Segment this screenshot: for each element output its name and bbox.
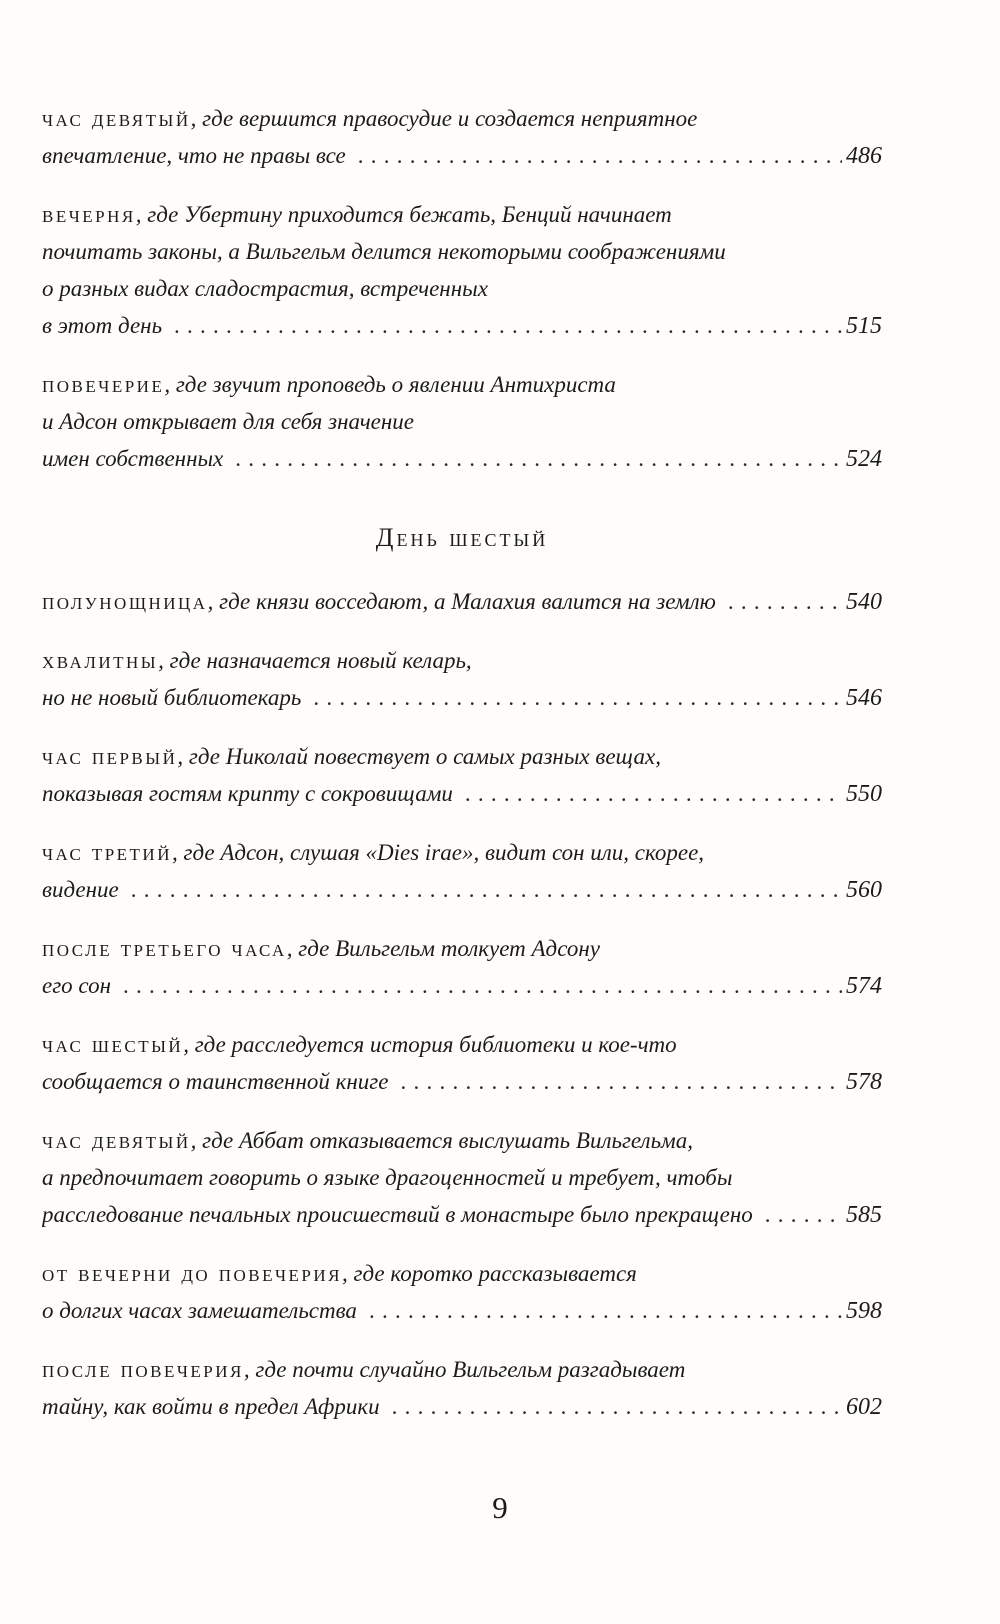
toc-entry [42,1351,882,1425]
toc-entry [42,1122,882,1233]
toc-entry-line [42,196,882,233]
toc-entry-text: а предпочитает говорить о языке драгоценностей и требует, чтобы [42,1165,733,1190]
toc-entry-separator: , [183,1032,195,1057]
toc-entry-last-line [42,137,882,174]
toc-leader-dots [235,440,842,477]
toc-entry-last-line [42,440,882,477]
toc-entry-text: где вершится правосудие и создается неприятное [202,106,698,131]
toc-entry-text: о разных видах сладострастия, встреченных [42,276,488,301]
toc-entry-text: где коротко рассказывается [353,1261,637,1286]
toc-entry [42,738,882,812]
toc-entry-separator: , [286,936,299,961]
toc-list-day-six [42,583,882,1425]
toc-entry-final-text: имен собственных [42,446,224,471]
toc-page-number: 550 [846,781,882,807]
toc-entry-heading: час девятый [42,1128,191,1154]
toc-entry-line [42,1351,882,1388]
toc-entry [42,930,882,1004]
toc-entry-line [42,403,882,440]
toc-entry-final-text: где князи восседают, а Малахия валится на землю [219,589,716,614]
toc-entry-line [42,366,882,403]
toc-entry-heading: полунощница [42,589,208,615]
toc-entry-last-line [42,871,882,908]
toc-entry-text [42,1196,753,1233]
toc-leader-dots [400,1063,842,1100]
toc-entry-line [42,642,882,679]
toc-entry-final-text: его сон [42,973,111,998]
toc-entry-separator: , [171,840,184,865]
toc-entry-text: почитать законы, а Вильгельм делится некоторыми соображениями [42,239,726,264]
toc-page-number: 515 [846,313,882,339]
toc-entry-line [42,1159,882,1196]
toc-page-number: 546 [846,685,882,711]
toc-page-number: 578 [846,1069,882,1095]
toc-entry-text [42,1388,380,1425]
toc-page-number: 486 [846,143,882,169]
toc-list-top [42,100,882,477]
toc-leader-dots [369,1292,842,1329]
toc-entry-separator: , [164,372,176,397]
toc-entry-text [42,440,223,477]
toc-leader-dots [465,775,842,812]
toc-entry-last-line [42,967,882,1004]
toc-entry-final-text: видение [42,877,119,902]
toc-entry [42,834,882,908]
toc-entry-final-text: расследование печальных происшествий в монастыре было прекращено [42,1202,753,1227]
toc-entry-final-text: показывая гостям крипту с сокровищами [42,781,453,806]
toc-entry-text [42,137,346,174]
toc-entry-line [42,1255,882,1292]
toc-entry-line [42,270,882,307]
toc-entry-text [42,775,453,812]
toc-entry-separator: , [341,1261,354,1286]
toc-entry-last-line [42,1292,882,1329]
toc-entry-heading: час первый [42,744,178,770]
toc-entry [42,642,882,716]
toc-entry-text [42,967,111,1004]
toc-entry-line [42,1026,882,1063]
toc-entry [42,1026,882,1100]
toc-entry-text: где Николай повествует о самых разных вещах, [188,744,661,769]
toc-leader-dots [358,137,842,174]
toc-entry [42,366,882,477]
toc-entry-line [42,930,882,967]
toc-page-number: 585 [846,1202,882,1228]
toc-page-number: 574 [846,973,882,999]
toc-page-number: 598 [846,1298,882,1324]
toc-entry-last-line [42,1063,882,1100]
toc-entry-last-line [42,307,882,344]
toc-entry-text [42,307,162,344]
toc-entry-heading: повечерие [42,372,165,398]
toc-entry-text: где звучит проповедь о явлении Антихриста [175,372,616,397]
toc-leader-dots [392,1388,842,1425]
table-of-contents [42,100,882,1447]
toc-leader-dots [174,307,842,344]
toc-entry-heading: от вечерни до повечерия [42,1261,342,1287]
toc-entry-final-text: в этот день [42,313,163,338]
toc-page-number: 602 [846,1394,882,1420]
toc-entry-line [42,100,882,137]
toc-entry-heading: после повечерия [42,1357,244,1383]
toc-leader-dots [728,583,842,620]
toc-entry-text [42,679,301,716]
toc-entry-line [42,738,882,775]
toc-entry-final-text: о долгих часах замешательства [42,1298,357,1323]
toc-entry-text [42,1292,357,1329]
toc-entry-heading: после третьего часа [42,936,287,962]
toc-entry [42,100,882,174]
toc-entry-last-line [42,1388,882,1425]
toc-page-number: 560 [846,877,882,903]
toc-entry-separator: , [158,648,170,673]
toc-leader-dots [123,967,842,1004]
toc-entry-line [42,834,882,871]
toc-page-number: 524 [846,446,882,472]
toc-entry-heading: вечерня [42,202,136,228]
toc-entry-final-text: тайну, как войти в предел Африки [42,1394,380,1419]
toc-entry [42,1255,882,1329]
toc-entry-heading: час шестый [42,1032,184,1058]
toc-page-number: 540 [846,589,882,615]
toc-entry-final-text: сообщается о таинственной книге [42,1069,389,1094]
toc-entry-line [42,233,882,270]
toc-entry-text: где назначается новый келарь, [169,648,472,673]
toc-entry-text: где Адсон, слушая «Dies irae», видит сон или, скорее, [183,840,705,865]
toc-entry-final-text: но не новый библиотекарь [42,685,302,710]
toc-leader-dots [313,679,842,716]
toc-entry-text [42,1063,388,1100]
toc-entry-text [42,583,716,620]
toc-entry-final-text: впечатление, что не правы все [42,143,346,168]
toc-entry-text: где Убертину приходится бежать, Бенций начинает [147,202,672,227]
page-number: 9 [492,1490,508,1525]
toc-entry-separator: , [243,1357,256,1382]
toc-entry-separator: , [135,202,148,227]
toc-entry-last-line [42,679,882,716]
toc-entry-last-line [42,775,882,812]
toc-entry [42,196,882,344]
toc-entry-line [42,1122,882,1159]
toc-entry-text: где расследуется история библиотеки и кое-что [194,1032,677,1057]
toc-entry-separator: , [190,106,203,131]
section-title-day-six: День шестый [375,523,549,552]
toc-entry-heading: час девятый [42,106,191,132]
toc-entry-text: где Аббат отказывается выслушать Вильгельма, [202,1128,693,1153]
toc-entry-separator: , [177,744,189,769]
toc-leader-dots [765,1196,842,1233]
toc-entry-text [42,871,119,908]
toc-entry-text: где почти случайно Вильгельм разгадывает [255,1357,686,1382]
toc-entry-last-line [42,1196,882,1233]
toc-entry-separator: , [190,1128,203,1153]
toc-leader-dots [131,871,842,908]
toc-entry-text: и Адсон открывает для себя значение [42,409,414,434]
toc-entry [42,583,882,620]
toc-entry-heading: час третий [42,840,172,866]
toc-entry-separator: , [207,589,220,614]
toc-entry-heading: хвалитны [42,648,159,674]
toc-entry-text: где Вильгельм толкует Адсону [298,936,600,961]
toc-entry-last-line [42,583,882,620]
